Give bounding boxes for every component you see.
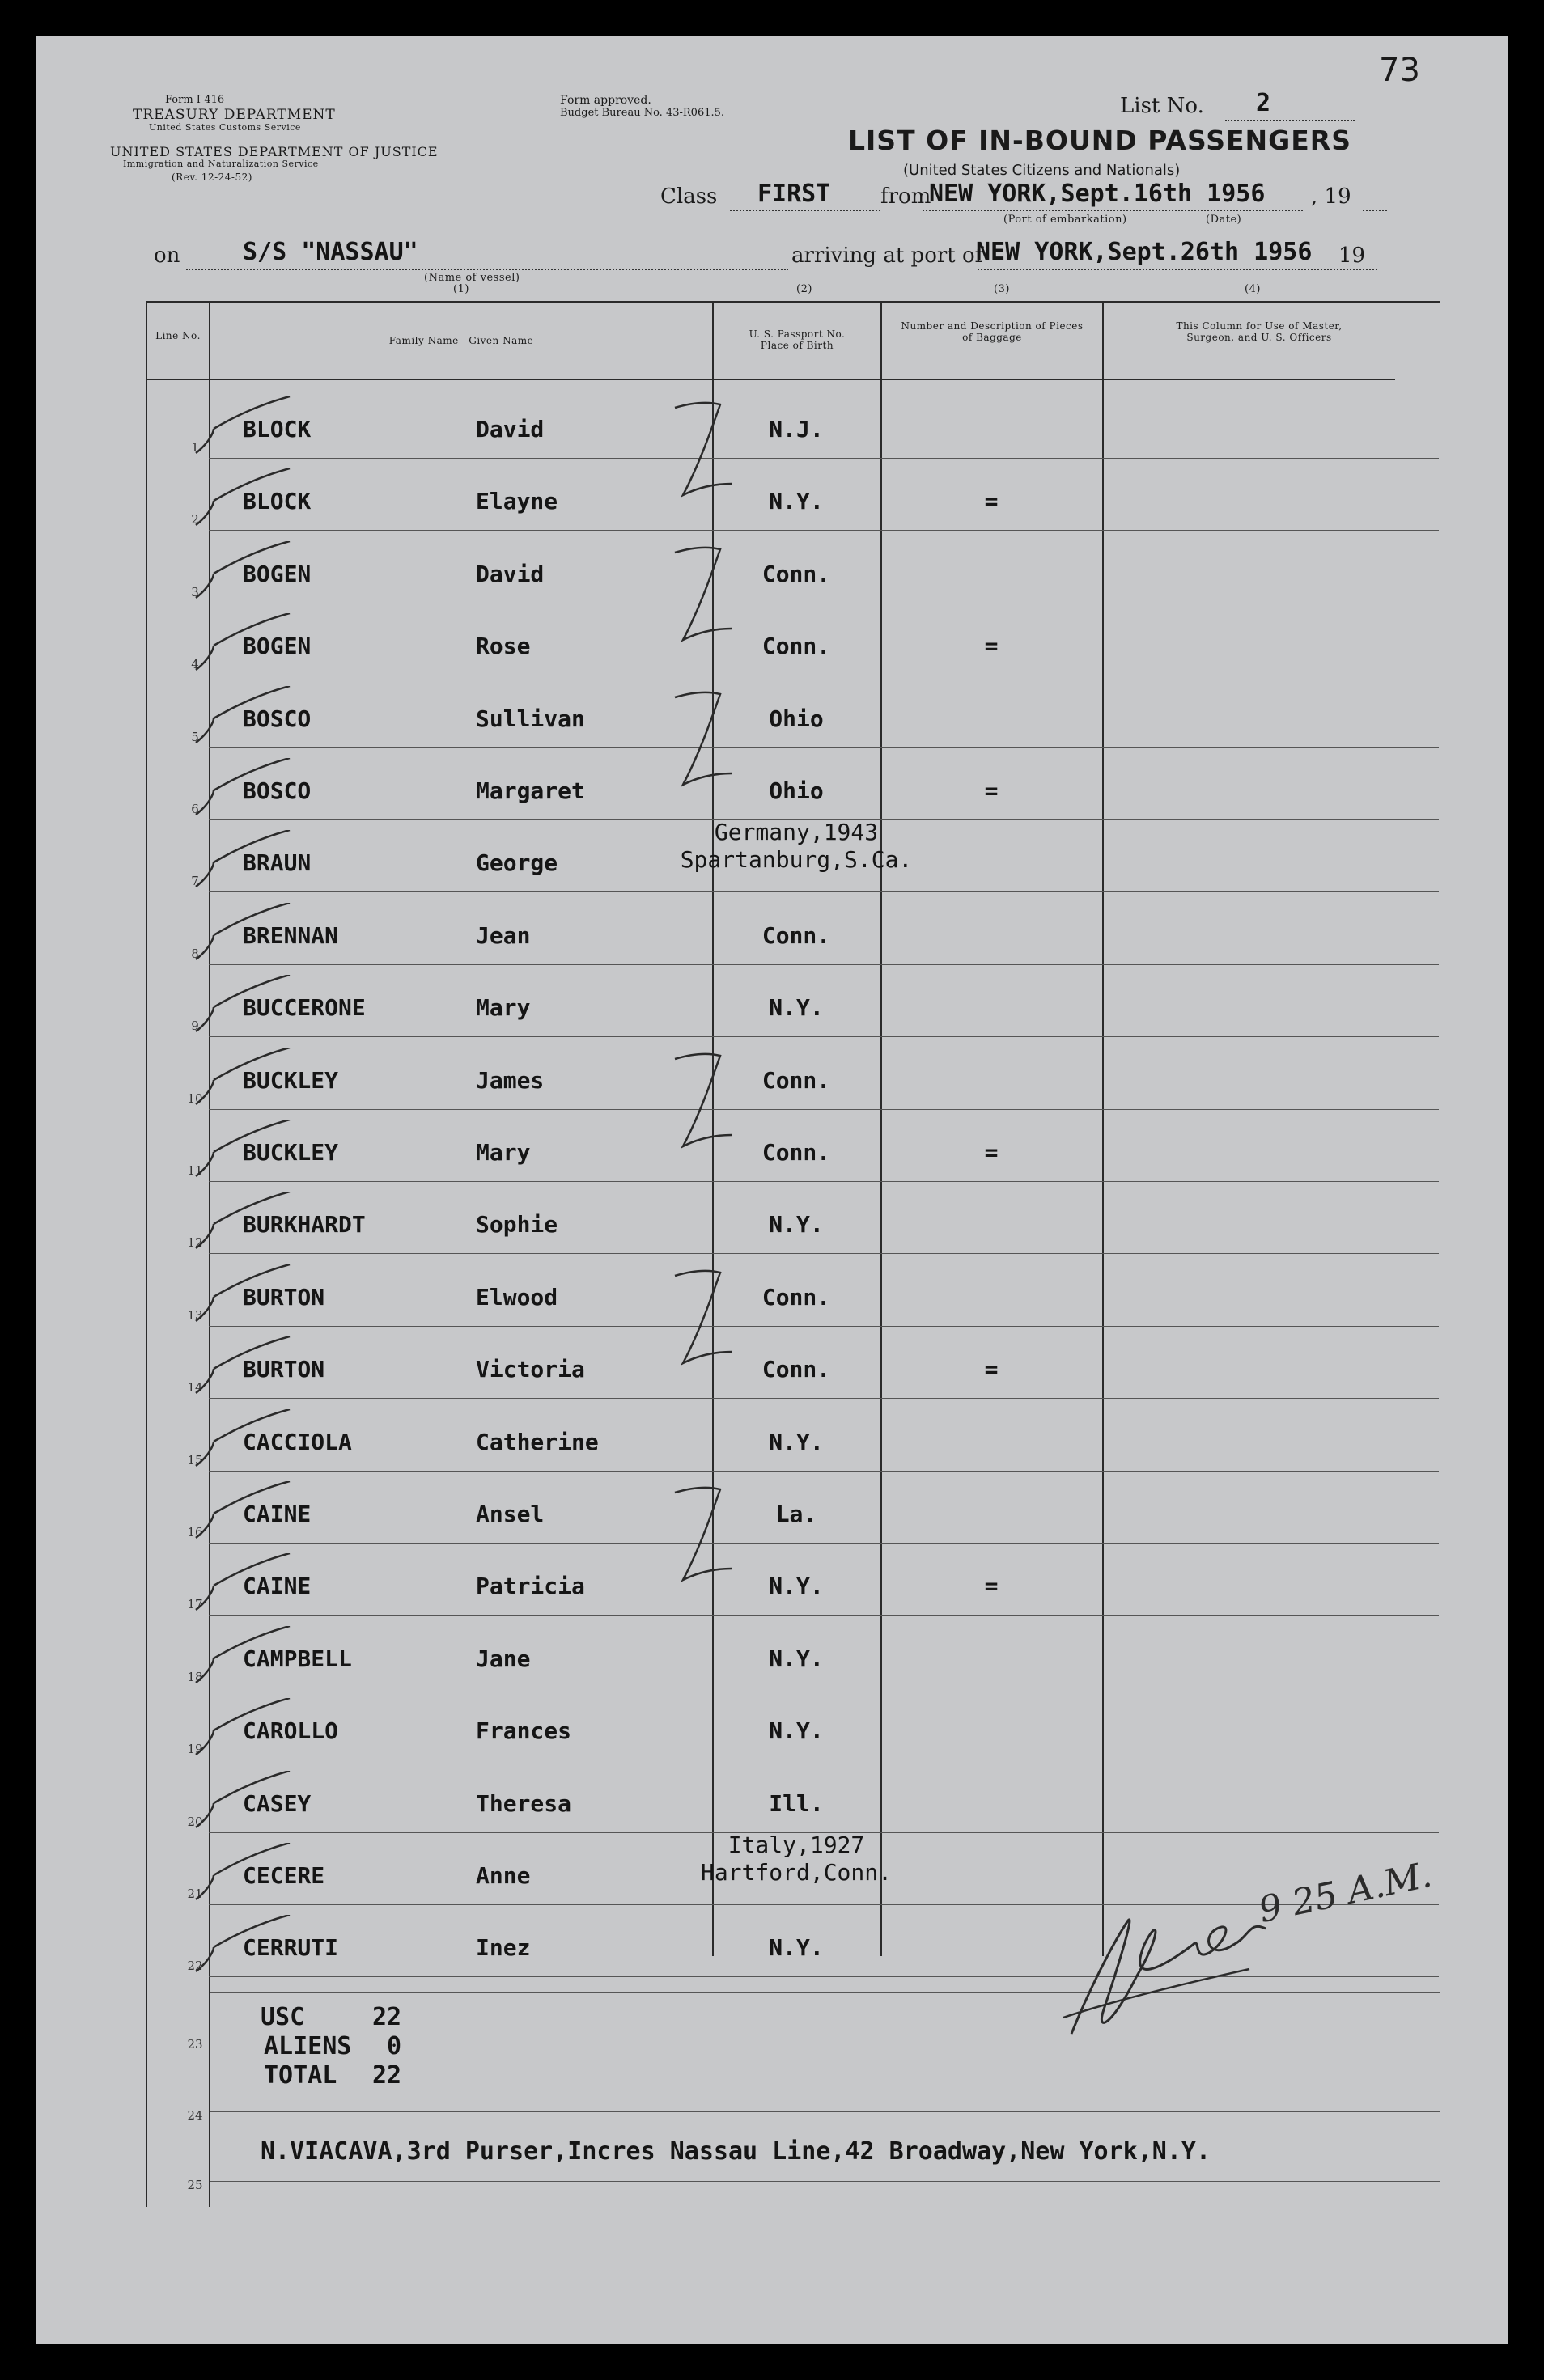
check-mark [185,1698,298,1771]
list-no-value: 2 [1256,89,1271,117]
col-passport: U. S. Passport No. Place of Birth [749,328,846,351]
check-mark [185,1481,298,1554]
baggage-mark: = [984,633,999,659]
given-name: Ansel [476,1501,545,1527]
line-number: 17 [187,1597,203,1611]
family-name: CASEY [243,1790,312,1817]
line-number: 3 [191,585,199,599]
check-mark [185,1915,298,1988]
birth-place: Ill. [769,1790,824,1817]
given-name: Theresa [476,1790,572,1817]
family-name: BUCCERONE [243,994,366,1021]
check-mark [185,613,298,686]
given-name: Inez [476,1934,531,1961]
vessel-name: S/S "NASSAU" [243,238,418,266]
given-name: Elwood [476,1284,558,1311]
family-name: CAINE [243,1573,312,1599]
form-revision: (Rev. 12-24-52) [172,172,252,183]
family-name: BLOCK [243,416,312,443]
check-mark [185,1553,298,1626]
family-name: CAROLLO [243,1717,339,1744]
given-name: Mary [476,1139,531,1166]
family-bracket-mark [667,400,748,513]
birth-place: Conn. [761,1284,831,1311]
caption-1: (1) [453,283,469,295]
baggage-mark: = [984,1356,999,1383]
birth-place: Ohio [769,777,824,804]
line-number: 23 [187,2037,203,2052]
birth-place: N.Y. [769,488,824,515]
col-name: Family Name—Given Name [388,335,534,346]
family-name: BOSCO [243,777,312,804]
check-mark [185,468,298,541]
aliens-value: 0 [387,2032,402,2060]
family-name: BRAUN [243,849,312,876]
birth-place: Conn. [761,1067,831,1094]
ins-service: Immigration and Naturalization Service [123,159,319,169]
family-name: CECERE [243,1862,325,1889]
given-name: Catherine [476,1429,599,1455]
line-number: 20 [187,1815,203,1829]
given-name: David [476,561,545,587]
check-mark [185,1626,298,1699]
given-name: James [476,1067,545,1094]
check-mark [185,541,298,614]
line-number: 2 [191,512,199,527]
check-mark [185,1264,298,1337]
family-name: BRENNAN [243,922,339,949]
family-bracket-mark [667,689,748,803]
aliens-label: ALIENS [264,2032,352,2060]
check-mark [185,1048,298,1120]
treasury-dept: TREASURY DEPARTMENT [133,107,336,123]
birth-place: N.J. [769,416,824,443]
line-number: 16 [187,1525,203,1539]
caption-3: (3) [994,283,1010,295]
year-suffix-2: 19 [1338,244,1366,268]
line-number: 14 [187,1380,203,1395]
form-title: LIST OF IN-BOUND PASSENGERS [848,125,1351,156]
form-subtitle: (United States Citizens and Nationals) [903,162,1181,179]
date-caption: (Date) [1206,214,1242,226]
line-number: 5 [191,730,199,744]
check-mark [185,686,298,759]
given-name: David [476,416,545,443]
check-mark [185,1843,298,1916]
line-number: 22 [187,1959,203,1973]
family-name: BOSCO [243,705,312,732]
family-name: BUCKLEY [243,1139,339,1166]
given-name: Mary [476,994,531,1021]
total-value: 22 [372,2061,402,2090]
check-mark [185,1771,298,1844]
check-mark [185,1120,298,1192]
family-name: BURKHARDT [243,1211,366,1238]
given-name: Victoria [476,1356,585,1383]
check-mark [185,396,298,469]
col-line-no: Line No. [155,330,201,341]
family-name: CERRUTI [243,1934,339,1961]
check-mark [185,758,298,831]
birth-place: N.Y. [769,1211,824,1238]
arriving-label: arriving at port of [791,244,983,268]
family-bracket-mark [667,1051,748,1164]
family-bracket-mark [667,1268,748,1381]
arriving-value: NEW YORK,Sept.26th 1956 [976,238,1313,266]
family-bracket-mark [667,544,748,658]
birth-place-origin: Italy,1927 [727,1832,865,1858]
birth-place: Conn. [761,633,831,659]
list-no-label: List No. [1120,94,1204,118]
birth-place: Ohio [769,705,824,732]
form-approved: Form approved. [560,94,651,107]
line-number: 7 [191,874,199,888]
baggage-mark: = [984,777,999,804]
birth-place: N.Y. [769,994,824,1021]
line-number: 8 [191,946,199,961]
col-officers: This Column for Use of Master, Surgeon, and U. S. Officers [1176,320,1343,343]
family-name: BOGEN [243,633,312,659]
check-mark [185,830,298,903]
given-name: Anne [476,1862,531,1889]
from-label: from [880,184,931,209]
given-name: Margaret [476,777,585,804]
check-mark [185,903,298,976]
check-mark [185,1192,298,1264]
line-number: 24 [187,2108,203,2123]
line-number: 15 [187,1453,203,1467]
page-number: 73 [1379,52,1420,89]
line-number: 1 [191,440,199,455]
given-name: Frances [476,1717,572,1744]
class-value: FIRST [757,180,831,208]
usc-label: USC [261,2003,305,2031]
given-name: Sophie [476,1211,558,1238]
line-number: 6 [191,802,199,816]
signature-time: 9 25 A.M. [1255,1854,1436,1931]
form-number: Form I-416 [165,94,225,106]
from-value: NEW YORK,Sept.16th 1956 [929,180,1266,208]
given-name: Rose [476,633,531,659]
line-number: 21 [187,1887,203,1901]
given-name: Sullivan [476,705,585,732]
budget-bureau: Budget Bureau No. 43-R061.5. [560,107,725,119]
total-label: TOTAL [264,2061,337,2090]
given-name: Jane [476,1645,531,1672]
birth-place: N.Y. [769,1934,824,1961]
birth-place: Conn. [761,561,831,587]
birth-place-origin: Germany,1943 [714,819,879,845]
family-name: BURTON [243,1356,325,1383]
line-number: 25 [187,2178,203,2192]
class-label: Class [660,184,718,209]
birth-place: Conn. [761,922,831,949]
baggage-mark: = [984,1139,999,1166]
birth-place: Spartanburg,S.Ca. [680,846,913,873]
line-number: 19 [187,1742,203,1756]
birth-place: La. [775,1501,817,1527]
family-name: BUCKLEY [243,1067,339,1094]
line-number: 9 [191,1018,199,1033]
family-bracket-mark [667,1484,748,1598]
on-label: on [154,244,180,268]
check-mark [185,975,298,1048]
col-baggage: Number and Description of Pieces of Baggage [901,320,1084,343]
justice-dept: UNITED STATES DEPARTMENT OF JUSTICE [110,144,439,159]
line-number: 12 [187,1235,203,1250]
given-name: Patricia [476,1573,585,1599]
birth-place: N.Y. [769,1717,824,1744]
check-mark [185,1409,298,1482]
given-name: Elayne [476,488,558,515]
family-name: BOGEN [243,561,312,587]
birth-place: N.Y. [769,1573,824,1599]
vessel-caption: (Name of vessel) [424,272,520,284]
birth-place: N.Y. [769,1429,824,1455]
manifest-page [36,36,1508,2344]
table-left-border [146,303,147,2207]
line-number: 13 [187,1308,203,1323]
birth-place: Conn. [761,1356,831,1383]
birth-place: Conn. [761,1139,831,1166]
family-name: BLOCK [243,488,312,515]
birth-place: N.Y. [769,1645,824,1672]
caption-4: (4) [1245,283,1261,295]
baggage-mark: = [984,488,999,515]
line-number: 18 [187,1670,203,1684]
family-name: CACCIOLA [243,1429,352,1455]
check-mark [185,1336,298,1409]
purser-line: N.VIACAVA,3rd Purser,Incres Nassau Line,42 Broadway,New York,N.Y. [261,2137,1211,2166]
baggage-mark: = [984,1573,999,1599]
customs-service: United States Customs Service [149,122,301,133]
line-number: 11 [187,1163,203,1178]
line-number: 4 [191,657,199,671]
family-name: CAMPBELL [243,1645,352,1672]
birth-place: Hartford,Conn. [700,1859,892,1886]
year-suffix: , 19 [1311,184,1351,209]
family-name: BURTON [243,1284,325,1311]
port-embark-caption: (Port of embarkation) [1003,214,1127,226]
given-name: George [476,849,558,876]
usc-value: 22 [372,2003,402,2031]
caption-2: (2) [796,283,812,295]
given-name: Jean [476,922,531,949]
family-name: CAINE [243,1501,312,1527]
line-number: 10 [187,1091,203,1106]
